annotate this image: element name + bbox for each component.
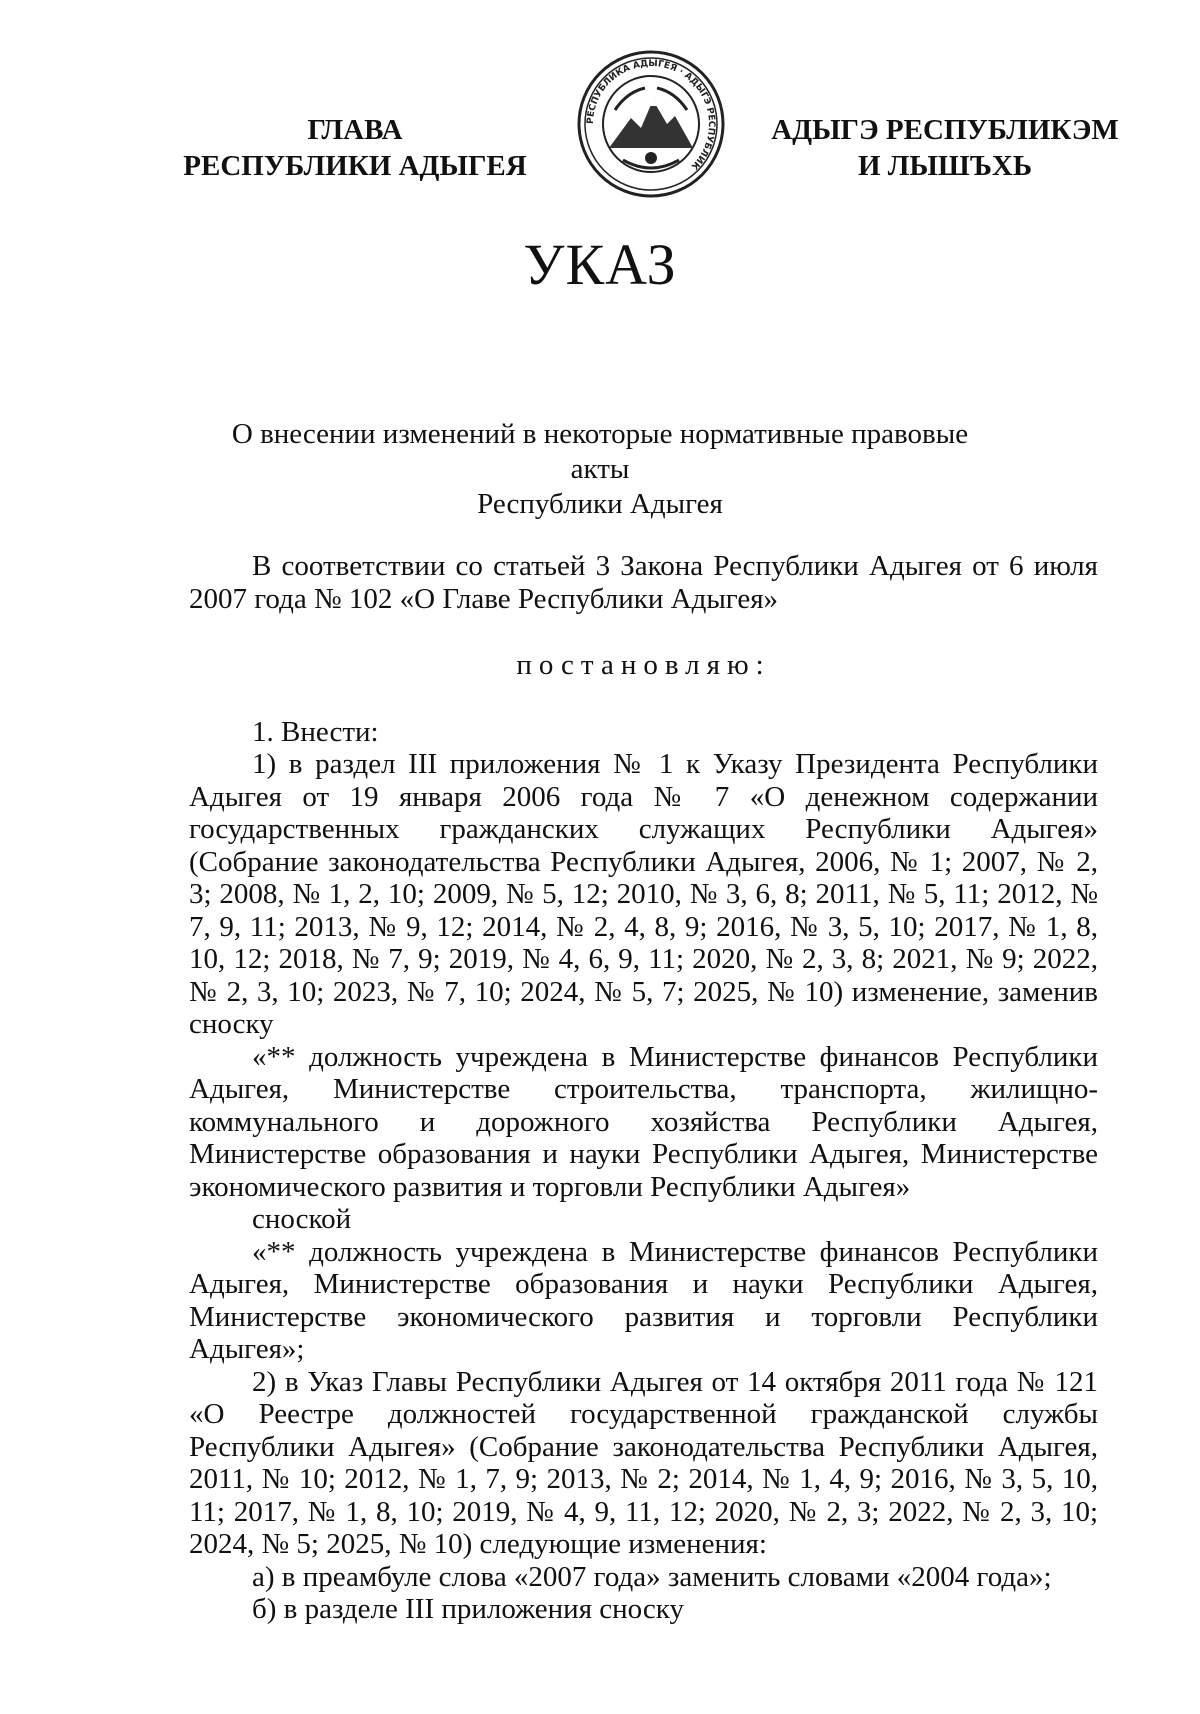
document-body <box>189 550 1098 1626</box>
subject-line-1: О внесении изменений в некоторые нормативные правовые акты <box>231 418 969 485</box>
new-footnote-quote: «** должность учреждена в Министерстве финансов Республики Адыгея, Министерстве образования и науки Республики Адыгея, Министерстве экономического развития и торговли Республики Адыгея»; <box>189 1235 1098 1365</box>
decree-word: постановляю: <box>516 649 771 681</box>
document-title: УКАЗ <box>523 232 677 297</box>
issuer-line-1: ГЛАВА <box>307 114 403 146</box>
preamble: В соответствии со статьей 3 Закона Республики Адыгея от 6 июля 2007 года № 102 «О Главе Республики Адыгея» <box>189 550 1098 615</box>
subject-line-2: Республики Адыгея <box>477 488 723 520</box>
clause-1: 1. Внести: <box>252 715 379 748</box>
issuer-header-adyghe <box>755 112 1135 184</box>
issuer-adyghe-line-1: АДЫГЭ РЕСПУБЛИКЭМ <box>771 114 1119 146</box>
clause-1-2: 2) в Указ Главы Республики Адыгея от 14 октября 2011 года № 121 «О Реестре должностей государственной гражданской службы Республики Адыгея» (Собрание законодательства Республики Адыгея, 2011, № 10; 2012, № 1, 7, 9; 2013, № 2; 2014, № 1, 4, 9; 2016, № 3, 5, 10, 11; 2017, № 1, 8, 10; 2019, № 4, 9, 11, 12; 2020, № 2, 3; 2022, № 2, 3, 10; 2024, № 5; 2025, № 10) следующие изменения: <box>189 1365 1098 1560</box>
emblem-ring-text: РЕСПУБЛИКА АДЫГЕЯ · АДЫГЭ РЕСПУБЛИК <box>585 58 717 172</box>
republic-emblem-icon <box>575 48 727 200</box>
clause-1-2-a: а) в преамбуле слова «2007 года» заменить словами «2004 года»; <box>252 1560 1052 1593</box>
old-footnote-quote: «** должность учреждена в Министерстве финансов Республики Адыгея, Министерстве строительства, транспорта, жилищно-коммунального и дорожного хозяйства Республики Адыгея, Министерстве образования и науки Республики Адыгея, Министерстве экономического развития и торговли Республики Адыгея» <box>189 1040 1098 1203</box>
issuer-line-2: РЕСПУБЛИКИ АДЫГЕЯ <box>183 150 527 182</box>
document-subject <box>200 417 1000 522</box>
issuer-adyghe-line-2: И ЛЫШЪХЬ <box>857 150 1033 182</box>
clause-1-2-b: б) в разделе III приложения сноску <box>252 1593 684 1625</box>
clause-1-1: 1) в раздел III приложения № 1 к Указу Президента Республики Адыгея от 19 января 2006 года № 7 «О денежном содержании государственных гражданских служащих Республики Адыгея» (Собрание законодательства Республики Адыгея, 2006, № 1; 2007, № 2, 3; 2008, № 1, 2, 10; 2009, № 5, 12; 2010, № 3, 6, 8; 2011, № 5, 11; 2012, № 7, 9, 11; 2013, № 9, 12; 2014, № 2, 4, 8, 9; 2016, № 3, 5, 10; 2017, № 1, 8, 10, 12; 2018, № 7, 9; 2019, № 4, 6, 9, 11; 2020, № 2, 3, 8; 2021, № 9; 2022, № 2, 3, 10; 2023, № 7, 10; 2024, № 5, 7; 2025, № 10) изменение, заменив сноску <box>189 748 1098 1040</box>
issuer-header-russian <box>170 112 540 184</box>
replacement-word: сноской <box>252 1203 352 1235</box>
